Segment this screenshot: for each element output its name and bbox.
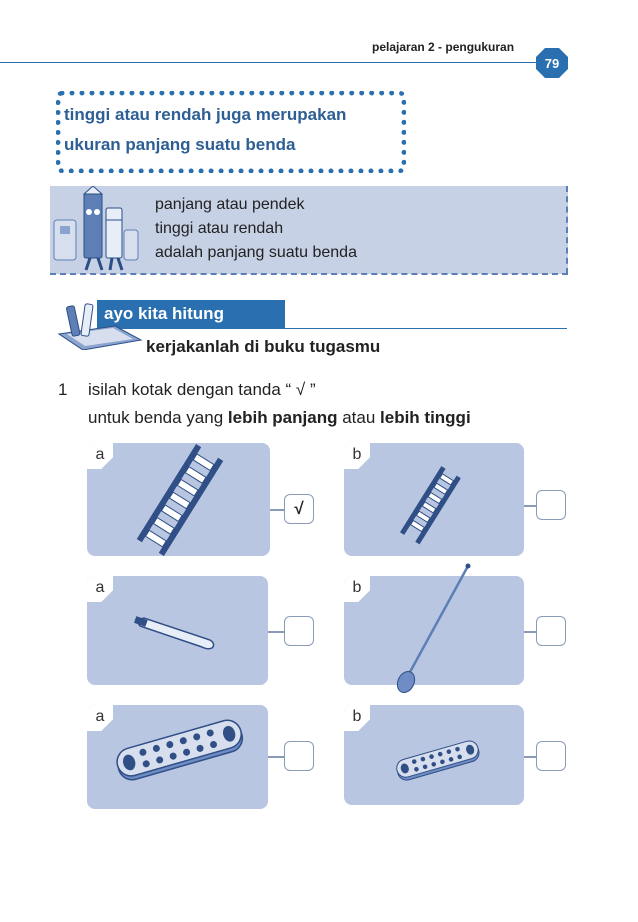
chapter-title: pelajaran 2 - pengukuran bbox=[372, 40, 515, 54]
answer-box-2b[interactable] bbox=[536, 616, 566, 646]
item-label-2b: b bbox=[352, 579, 362, 596]
short-bat-image bbox=[132, 612, 218, 652]
info-line-3: adalah panjang suatu benda bbox=[155, 244, 357, 261]
section-title: ayo kita hitung bbox=[104, 304, 224, 323]
answer-connector bbox=[268, 756, 284, 758]
question-number: 1 bbox=[58, 380, 68, 399]
answer-connector bbox=[524, 631, 536, 633]
item-label-1a: a bbox=[95, 446, 105, 463]
long-stick-image bbox=[388, 560, 478, 700]
short-ladder-image bbox=[395, 470, 465, 540]
instruction-text: untuk benda yang bbox=[88, 408, 228, 427]
answer-box-3b[interactable] bbox=[536, 741, 566, 771]
answer-box-2a[interactable] bbox=[284, 616, 314, 646]
instruction-bold-taller: lebih tinggi bbox=[380, 408, 471, 427]
section-subtitle: kerjakanlah di buku tugasmu bbox=[146, 337, 381, 356]
note-box bbox=[56, 91, 406, 173]
info-line-2: tinggi atau rendah bbox=[155, 220, 284, 237]
answer-connector bbox=[270, 509, 284, 511]
answer-connector bbox=[268, 631, 284, 633]
short-congklak-board-image bbox=[393, 738, 483, 784]
answer-box-1b[interactable] bbox=[536, 490, 566, 520]
long-congklak-board-image bbox=[112, 718, 248, 784]
answer-connector bbox=[524, 505, 536, 507]
note-line-1: tinggi atau rendah juga merupakan bbox=[64, 105, 347, 124]
item-label-3a: a bbox=[95, 708, 105, 725]
question-instruction: isilah kotak dengan tanda “ √ ” bbox=[88, 380, 316, 399]
section-underline bbox=[97, 328, 567, 329]
pencil-mascots-illustration bbox=[50, 186, 146, 274]
info-band-edge bbox=[566, 186, 569, 274]
page-number: 79 bbox=[544, 56, 560, 71]
item-label-1b: b bbox=[352, 446, 362, 463]
instruction-text-or: atau bbox=[337, 408, 381, 427]
long-ladder-image bbox=[130, 450, 230, 550]
item-label-3b: b bbox=[352, 708, 362, 725]
info-line-1: panjang atau pendek bbox=[155, 196, 305, 213]
answer-connector bbox=[524, 756, 536, 758]
answer-box-1a[interactable]: √ bbox=[284, 494, 314, 524]
instruction-bold-longer: lebih panjang bbox=[227, 408, 338, 427]
question-instruction-2 bbox=[88, 408, 471, 428]
note-line-2: ukuran panjang suatu benda bbox=[64, 135, 296, 154]
answer-box-3a[interactable] bbox=[284, 741, 314, 771]
header-rule bbox=[0, 62, 536, 63]
item-label-2a: a bbox=[95, 579, 105, 596]
